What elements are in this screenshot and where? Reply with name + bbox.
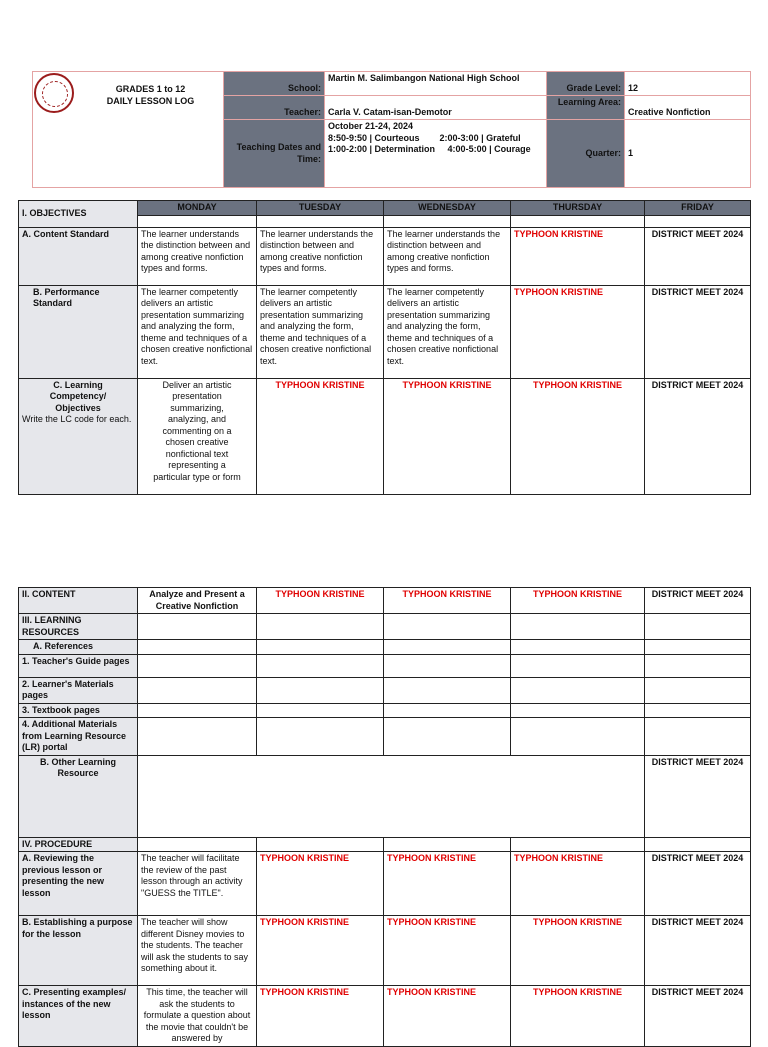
area-value: Creative Nonfiction xyxy=(625,96,751,120)
procedure-a-friday: DISTRICT MEET 2024 xyxy=(645,852,751,916)
teacher-label: Teacher: xyxy=(224,96,325,120)
dates-label: Teaching Dates and Time: xyxy=(224,120,325,188)
content-monday: Analyze and Present a Creative Nonfiction xyxy=(138,588,257,614)
procedure-a-thursday: TYPHOON KRISTINE xyxy=(511,852,645,916)
competency-note: Write the LC code for each. xyxy=(22,414,132,424)
teacher-value: Carla V. Catam-isan-Demotor xyxy=(325,96,547,120)
dates-line2: 8:50-9:50 | Courteous 2:00-3:00 | Grateful xyxy=(328,132,521,143)
procedure-b-monday: The teacher will show different Disney movies to the students. The teacher will ask the students to say something about it. xyxy=(138,916,257,986)
other-resources-friday: DISTRICT MEET 2024 xyxy=(645,755,751,837)
textbook-pages-label: 3. Textbook pages xyxy=(19,703,138,718)
content-thursday: TYPHOON KRISTINE xyxy=(511,588,645,614)
content-table xyxy=(18,587,751,1047)
procedure-a-monday: The teacher will facilitate the review of the past lesson through an activity "GUESS the TITLE". xyxy=(138,852,257,916)
school-label: School: xyxy=(224,72,325,96)
title-line2: DAILY LESSON LOG xyxy=(106,95,195,106)
performance-standard-label: B. Performance Standard xyxy=(19,285,138,378)
additional-materials-label: 4. Additional Materials from Learning Resource (LR) portal xyxy=(19,718,138,756)
competency-friday: DISTRICT MEET 2024 xyxy=(645,378,751,494)
content-standard-thursday: TYPHOON KRISTINE xyxy=(511,227,645,285)
day-header-friday: FRIDAY xyxy=(645,201,751,216)
day-header-thursday: THURSDAY xyxy=(511,201,645,216)
procedure-a-label: A. Reviewing the previous lesson or presenting the new lesson xyxy=(19,852,138,916)
performance-standard-friday: DISTRICT MEET 2024 xyxy=(645,285,751,378)
content-standard-wednesday: The learner understands the distinction between and among creative nonfiction types and forms. xyxy=(384,227,511,285)
competency-label: C. Learning Competency/ Objectives xyxy=(49,379,107,413)
procedure-c-thursday: TYPHOON KRISTINE xyxy=(511,986,645,1047)
content-heading: II. CONTENT xyxy=(19,588,138,614)
performance-standard-thursday: TYPHOON KRISTINE xyxy=(511,285,645,378)
competency-label-cell xyxy=(19,378,138,494)
procedure-b-tuesday: TYPHOON KRISTINE xyxy=(257,916,384,986)
competency-thursday: TYPHOON KRISTINE xyxy=(511,378,645,494)
dates-value xyxy=(325,120,547,188)
content-standard-label: A. Content Standard xyxy=(19,227,138,285)
objectives-heading: I. OBJECTIVES xyxy=(19,201,138,228)
performance-standard-tuesday: The learner competently delivers an artistic presentation summarizing and analyzing the form, theme and techniques of a chosen creative nonfictional text. xyxy=(257,285,384,378)
competency-tuesday: TYPHOON KRISTINE xyxy=(257,378,384,494)
content-wednesday: TYPHOON KRISTINE xyxy=(384,588,511,614)
content-standard-tuesday: The learner understands the distinction between and among creative nonfiction types and forms. xyxy=(257,227,384,285)
quarter-label: Quarter: xyxy=(547,120,625,188)
procedure-b-thursday: TYPHOON KRISTINE xyxy=(511,916,645,986)
area-label: Learning Area: xyxy=(547,96,625,120)
other-resources-label: B. Other Learning Resource xyxy=(19,755,138,837)
content-standard-monday: The learner understands the distinction between and among creative nonfiction types and forms. xyxy=(138,227,257,285)
title-block xyxy=(33,72,224,188)
procedure-a-wednesday: TYPHOON KRISTINE xyxy=(384,852,511,916)
procedure-c-friday: DISTRICT MEET 2024 xyxy=(645,986,751,1047)
procedure-c-monday: This time, the teacher will ask the students to formulate a question about the movie that couldn't be answered by xyxy=(138,986,257,1047)
header-table xyxy=(32,71,751,188)
day-header-monday: MONDAY xyxy=(138,201,257,216)
title-line1: GRADES 1 to 12 xyxy=(115,84,186,94)
tg-pages-label: 1. Teacher's Guide pages xyxy=(19,654,138,677)
day-header-wednesday: WEDNESDAY xyxy=(384,201,511,216)
school-value: Martin M. Salimbangon National High School xyxy=(325,72,547,96)
competency-wednesday: TYPHOON KRISTINE xyxy=(384,378,511,494)
competency-monday: Deliver an artistic presentation summarizing, analyzing, and commenting on a chosen creative nonfictional text representing a particular type or form xyxy=(138,378,257,494)
procedure-b-friday: DISTRICT MEET 2024 xyxy=(645,916,751,986)
references-label: A. References xyxy=(19,640,138,655)
content-tuesday: TYPHOON KRISTINE xyxy=(257,588,384,614)
procedure-a-tuesday: TYPHOON KRISTINE xyxy=(257,852,384,916)
content-friday: DISTRICT MEET 2024 xyxy=(645,588,751,614)
procedure-c-label: C. Presenting examples/ instances of the new lesson xyxy=(19,986,138,1047)
grade-value: 12 xyxy=(625,72,751,96)
dates-line1: October 21-24, 2024 xyxy=(328,121,414,131)
quarter-value: 1 xyxy=(625,120,751,188)
objectives-table xyxy=(18,200,751,495)
performance-standard-monday: The learner competently delivers an artistic presentation summarizing and analyzing the form, theme and techniques of a chosen creative nonfictional text. xyxy=(138,285,257,378)
procedure-b-wednesday: TYPHOON KRISTINE xyxy=(384,916,511,986)
content-standard-friday: DISTRICT MEET 2024 xyxy=(645,227,751,285)
procedure-heading: IV. PROCEDURE xyxy=(19,837,138,852)
dates-line3: 1:00-2:00 | Determination 4:00-5:00 | Courage xyxy=(328,144,531,154)
resources-heading: III. LEARNING RESOURCES xyxy=(19,614,138,640)
procedure-c-wednesday: TYPHOON KRISTINE xyxy=(384,986,511,1047)
performance-standard-wednesday: The learner competently delivers an artistic presentation summarizing and analyzing the form, theme and techniques of a chosen creative nonfictional text. xyxy=(384,285,511,378)
day-header-tuesday: TUESDAY xyxy=(257,201,384,216)
procedure-c-tuesday: TYPHOON KRISTINE xyxy=(257,986,384,1047)
procedure-b-label: B. Establishing a purpose for the lesson xyxy=(19,916,138,986)
lm-pages-label: 2. Learner's Materials pages xyxy=(19,677,138,703)
grade-label: Grade Level: xyxy=(547,72,625,96)
